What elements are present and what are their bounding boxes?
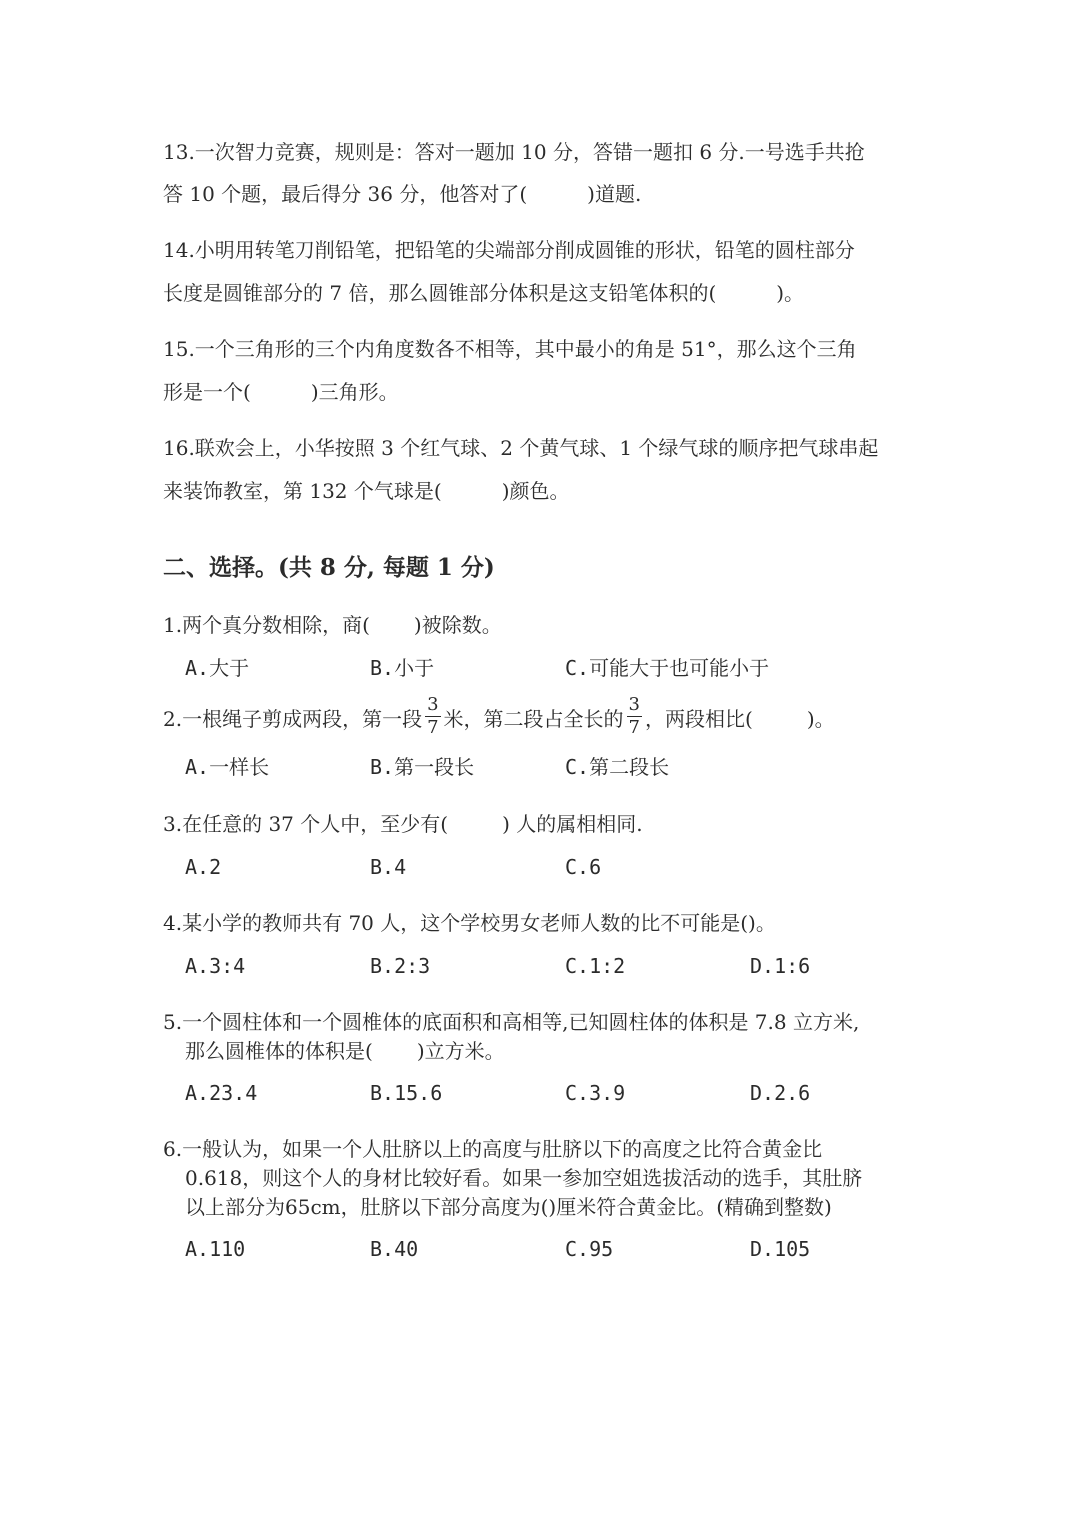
- choice-2-option-c: C.第二段长: [565, 755, 670, 779]
- choice-question-6-line-1: 6.一般认为，如果一个人肚脐以上的高度与肚脐以下的高度之比符合黄金比: [163, 1137, 823, 1161]
- choice-4-option-a: A.3:4: [185, 954, 246, 978]
- choice-question-3: [163, 814, 643, 834]
- fraction-denominator: 7: [427, 717, 439, 738]
- choice-5-option-b: B.15.6: [370, 1081, 443, 1105]
- choice-2-text-part-3: ，两段相比(: [645, 707, 753, 731]
- choice-2-text-part-4: )。: [806, 707, 835, 731]
- fraction-numerator: 3: [427, 694, 439, 715]
- choice-1-option-c: C.可能大于也可能小于: [565, 656, 770, 680]
- choice-2-option-a: A.一样长: [185, 755, 270, 779]
- choice-2-option-b: B.第一段长: [370, 755, 475, 779]
- fraction-three-sevenths: [425, 696, 440, 737]
- choice-question-5-line-2: [185, 1041, 505, 1061]
- section-2-heading: 二、选择。(共 8 分, 每题 1 分): [163, 554, 495, 581]
- question-16-line-1: 16.联欢会上，小华按照 3 个红气球、2 个黄气球、1 个绿气球的顺序把气球串起: [163, 436, 879, 460]
- question-14-text-before-blank: 长度是圆锥部分的 7 倍，那么圆锥部分体积是这支铅笔体积的(: [163, 281, 717, 305]
- choice-5-text-after-blank: )立方米。: [416, 1039, 505, 1063]
- choice-3-option-a: A.2: [185, 855, 222, 879]
- choice-6-option-b: B.40: [370, 1237, 419, 1261]
- question-15-text-before-blank: 形是一个(: [163, 380, 251, 404]
- choice-3-text-before-blank: 3.在任意的 37 个人中，至少有(: [163, 812, 449, 836]
- question-16-line-2: [163, 481, 570, 501]
- choice-question-4: 4.某小学的教师共有 70 人，这个学校男女老师人数的比不可能是()。: [163, 911, 776, 935]
- question-14-text-after-blank: )。: [776, 281, 805, 305]
- question-16-text-before-blank: 来装饰教室，第 132 个气球是(: [163, 479, 442, 503]
- question-16-text-after-blank: )颜色。: [501, 479, 570, 503]
- choice-5-text-before-blank: 那么圆椎体的体积是(: [185, 1039, 373, 1063]
- question-13-line-1: 13.一次智力竞赛，规则是：答对一题加 10 分，答错一题扣 6 分.一号选手共抢: [163, 140, 865, 164]
- choice-2-text-part-2: 米，第二段占全长的: [443, 707, 624, 731]
- choice-4-option-c: C.1:2: [565, 954, 626, 978]
- choice-6-option-d: D.105: [750, 1237, 811, 1261]
- question-15-line-1: 15.一个三角形的三个内角度数各不相等，其中最小的角是 51°，那么这个三角: [163, 337, 857, 361]
- question-13-line-2: [163, 184, 641, 204]
- choice-6-option-a: A.110: [185, 1237, 246, 1261]
- fraction-numerator: 3: [628, 694, 640, 715]
- choice-2-text-part-1: 2.一根绳子剪成两段，第一段: [163, 707, 423, 731]
- choice-question-6-line-2: 0.618，则这个人的身材比较好看。如果一参加空姐选拔活动的选手，其肚脐: [185, 1166, 863, 1190]
- choice-1-option-a: A.大于: [185, 656, 250, 680]
- question-13-text-after-blank: )道题.: [587, 182, 642, 206]
- choice-1-text-after-blank: )被除数。: [413, 613, 502, 637]
- choice-3-option-b: B.4: [370, 855, 407, 879]
- choice-1-option-b: B.小于: [370, 656, 435, 680]
- fraction-three-sevenths: [627, 696, 642, 737]
- question-15-text-after-blank: )三角形。: [310, 380, 399, 404]
- choice-5-option-c: C.3.9: [565, 1081, 626, 1105]
- question-15-line-2: [163, 382, 399, 402]
- question-14-line-2: [163, 283, 804, 303]
- choice-3-text-after-blank: ) 人的属相相同.: [502, 812, 643, 836]
- choice-4-option-d: D.1:6: [750, 954, 811, 978]
- choice-question-1: [163, 615, 502, 635]
- choice-4-option-b: B.2:3: [370, 954, 431, 978]
- question-13-text-before-blank: 答 10 个题，最后得分 36 分，他答对了(: [163, 182, 528, 206]
- choice-question-2: [163, 694, 835, 741]
- choice-question-6-line-3: 以上部分为65cm，肚脐以下部分高度为()厘米符合黄金比。(精确到整数): [185, 1195, 832, 1219]
- choice-5-option-d: D.2.6: [750, 1081, 811, 1105]
- choice-question-5-line-1: 5.一个圆柱体和一个圆椎体的底面积和高相等,已知圆柱体的体积是 7.8 立方米,: [163, 1010, 860, 1034]
- choice-5-option-a: A.23.4: [185, 1081, 258, 1105]
- fraction-denominator: 7: [628, 717, 640, 738]
- choice-3-option-c: C.6: [565, 855, 602, 879]
- choice-1-text-before-blank: 1.两个真分数相除，商(: [163, 613, 370, 637]
- question-14-line-1: 14.小明用转笔刀削铅笔，把铅笔的尖端部分削成圆锥的形状，铅笔的圆柱部分: [163, 238, 855, 262]
- choice-6-option-c: C.95: [565, 1237, 614, 1261]
